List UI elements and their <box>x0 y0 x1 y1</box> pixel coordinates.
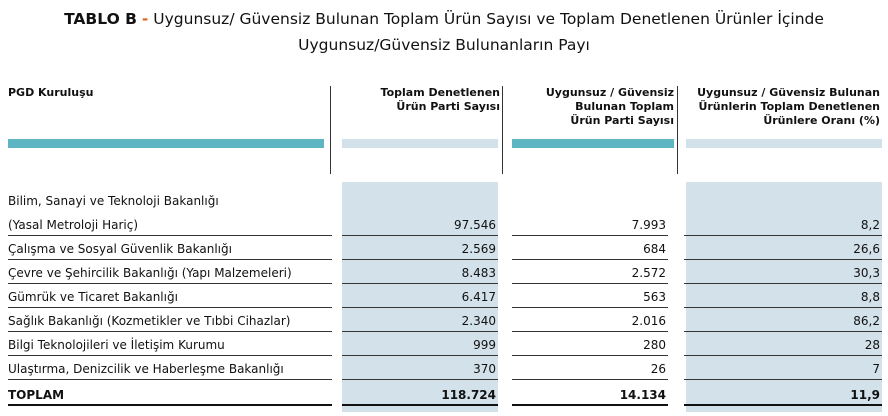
header-line: Ürün Parti Sayısı <box>570 114 674 127</box>
row-name: Bilgi Teknolojileri ve İletişim Kurumu <box>8 338 225 352</box>
title-line-1: Uygunsuz/ Güvensiz Bulunan Toplam Ürün Sayısı ve Toplam Denetlenen Ürünler İçinde <box>153 10 824 28</box>
header-line: Bulunan Toplam <box>575 100 674 113</box>
row-rule <box>8 404 332 406</box>
header-line: Toplam Denetlenen <box>380 86 500 99</box>
row-noncompliant-count: 26 <box>650 362 666 376</box>
row-rule <box>512 404 668 406</box>
row-name: Gümrük ve Ticaret Bakanlığı <box>8 290 178 304</box>
title-line-2: Uygunsuz/Güvensiz Bulunanların Payı <box>298 36 590 54</box>
total-inspected: 118.724 <box>441 388 496 402</box>
row-name: Çalışma ve Sosyal Güvenlik Bakanlığı <box>8 242 232 256</box>
row-total-inspected: 370 <box>473 362 496 376</box>
row-name: (Yasal Metroloji Hariç) <box>8 218 139 232</box>
accent-bar <box>8 139 324 148</box>
row-rule <box>342 379 498 380</box>
row-rule <box>512 331 668 332</box>
header-line: Ürünlere Oranı (%) <box>763 114 880 127</box>
row-total-inspected: 2.569 <box>461 242 496 256</box>
row-rule <box>684 259 882 260</box>
row-rule <box>8 307 332 308</box>
row-noncompliant-count: 2.016 <box>631 314 666 328</box>
header-line: Ürün Parti Sayısı <box>396 100 500 113</box>
table-row <box>8 262 882 284</box>
row-rule <box>8 331 332 332</box>
row-rule <box>342 404 498 406</box>
row-rule <box>8 235 332 236</box>
row-rule <box>684 331 882 332</box>
row-noncompliant-ratio: 26,6 <box>853 242 880 256</box>
row-total-inspected: 8.483 <box>461 266 496 280</box>
row-noncompliant-count: 2.572 <box>631 266 666 280</box>
table-row <box>8 310 882 332</box>
row-total-inspected: 2.340 <box>461 314 496 328</box>
row-name: Çevre ve Şehircilik Bakanlığı (Yapı Malzemeleri) <box>8 266 292 280</box>
total-label: TOPLAM <box>8 388 65 402</box>
column-divider <box>330 86 331 174</box>
header-organization: PGD Kuruluşu <box>8 86 94 99</box>
row-rule <box>512 307 668 308</box>
row-rule <box>684 283 882 284</box>
row-name: Ulaştırma, Denizcilik ve Haberleşme Bakanlığı <box>8 362 284 376</box>
header-line: Ürünlerin Toplam Denetlenen <box>698 100 880 113</box>
row-noncompliant-ratio: 28 <box>864 338 880 352</box>
total-row <box>8 384 882 406</box>
table-row <box>8 334 882 356</box>
row-total-inspected: 999 <box>473 338 496 352</box>
row-noncompliant-ratio: 86,2 <box>853 314 880 328</box>
row-total-inspected: 6.417 <box>461 290 496 304</box>
row-rule <box>342 235 498 236</box>
row-rule <box>512 283 668 284</box>
row-noncompliant-ratio: 8,8 <box>860 290 880 304</box>
row-rule <box>342 259 498 260</box>
table-row <box>8 286 882 308</box>
column-divider <box>502 86 503 174</box>
header-line: Uygunsuz / Güvensiz <box>545 86 674 99</box>
row-rule <box>512 379 668 380</box>
row-rule <box>342 307 498 308</box>
header-noncompliant-count <box>512 86 674 128</box>
row-rule <box>512 259 668 260</box>
row-noncompliant-ratio: 30,3 <box>853 266 880 280</box>
row-total-inspected: 97.546 <box>454 218 496 232</box>
row-rule <box>684 235 882 236</box>
row-noncompliant-count: 563 <box>643 290 666 304</box>
total-noncompliant-ratio: 11,9 <box>850 388 880 402</box>
row-noncompliant-count: 280 <box>643 338 666 352</box>
row-rule <box>684 307 882 308</box>
row-rule <box>512 355 668 356</box>
header-total-inspected <box>338 86 500 114</box>
row-noncompliant-count: 7.993 <box>631 218 666 232</box>
table-title <box>0 6 888 58</box>
table-row <box>8 238 882 260</box>
row-rule <box>342 355 498 356</box>
row-rule <box>8 379 332 380</box>
accent-bar <box>342 139 498 148</box>
table-label: TABLO B <box>64 10 137 28</box>
row-rule <box>684 404 882 406</box>
table-row <box>8 358 882 380</box>
total-noncompliant-count: 14.134 <box>619 388 666 402</box>
header-noncompliant-ratio <box>684 86 880 128</box>
row-rule <box>8 259 332 260</box>
title-dash: - <box>141 10 149 28</box>
row-rule <box>684 379 882 380</box>
row-rule <box>8 283 332 284</box>
row-noncompliant-ratio: 7 <box>872 362 880 376</box>
row-name: Bilim, Sanayi ve Teknoloji Bakanlığı <box>8 194 219 208</box>
accent-bar <box>512 139 674 148</box>
row-rule <box>8 355 332 356</box>
table-row <box>8 190 882 212</box>
accent-bar <box>686 139 882 148</box>
table-row <box>8 214 882 236</box>
row-noncompliant-ratio: 8,2 <box>860 218 880 232</box>
row-rule <box>512 235 668 236</box>
row-rule <box>342 331 498 332</box>
row-rule <box>342 283 498 284</box>
row-rule <box>684 355 882 356</box>
row-noncompliant-count: 684 <box>643 242 666 256</box>
row-name: Sağlık Bakanlığı (Kozmetikler ve Tıbbi Cihazlar) <box>8 314 291 328</box>
column-divider <box>677 86 678 174</box>
header-line: Uygunsuz / Güvensiz Bulunan <box>697 86 880 99</box>
